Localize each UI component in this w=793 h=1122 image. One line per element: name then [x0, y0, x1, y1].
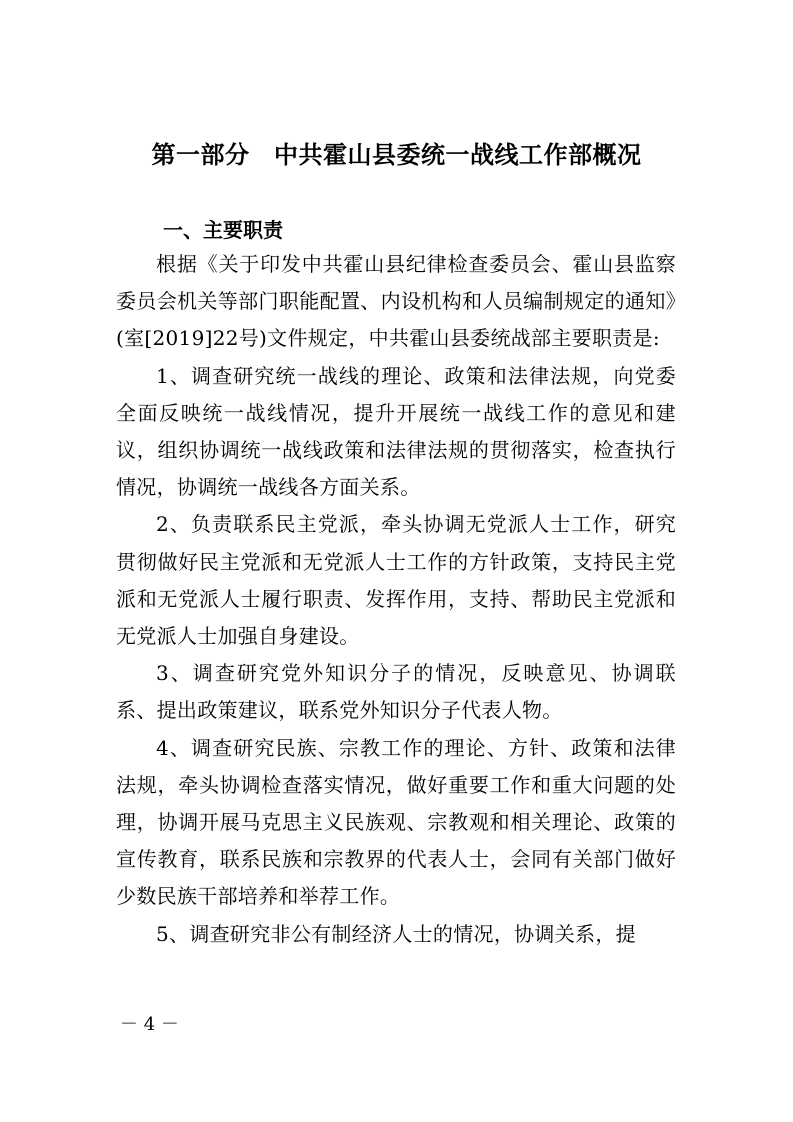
- page-title: 第一部分 中共霍山县委统一战线工作部概况: [151, 141, 642, 169]
- paragraph-intro: 根据《关于印发中共霍山县纪律检查委员会、霍山县监察委员会机关等部门职能配置、内设机构和人员编制规定的通知》(室[2019]22号)文件规定，中共霍山县委统战部主要职责是:: [116, 252, 676, 351]
- paragraph-duty-3: 3、调查研究党外知识分子的情况，反映意见、协调联系、提出政策建议，联系党外知识分子代表人物。: [116, 661, 676, 723]
- paragraph-duty-2: 2、负责联系民主党派，牵头协调无党派人士工作，研究贯彻做好民主党派和无党派人士工作的方针政策，支持民主党派和无党派人士履行职责、发挥作用，支持、帮助民主党派和无党派人士加强自身建设。: [116, 512, 676, 649]
- paragraph-duty-5: 5、调查研究非公有制经济人士的情况，协调关系，提: [156, 921, 636, 946]
- body-text: [116, 246, 676, 953]
- paragraph-duty-4: 4、调查研究民族、宗教工作的理论、方针、政策和法律法规，牵头协调检查落实情况，做好重要工作和重大问题的处理，协调开展马克思主义民族观、宗教观和相关理论、政策的宣传教育，联系民族和宗教界的代表人士，会同有关部门做好少数民族干部培养和举荐工作。: [116, 735, 676, 909]
- section-heading: 一、主要职责: [163, 218, 283, 242]
- page-number: － 4 －: [120, 1014, 179, 1035]
- paragraph-duty-1: 1、调查研究统一战线的理论、政策和法律法规，向党委全面反映统一战线情况，提升开展统一战线工作的意见和建议，组织协调统一战线政策和法律法规的贯彻落实，检查执行情况，协调统一战线各方面关系。: [116, 363, 676, 500]
